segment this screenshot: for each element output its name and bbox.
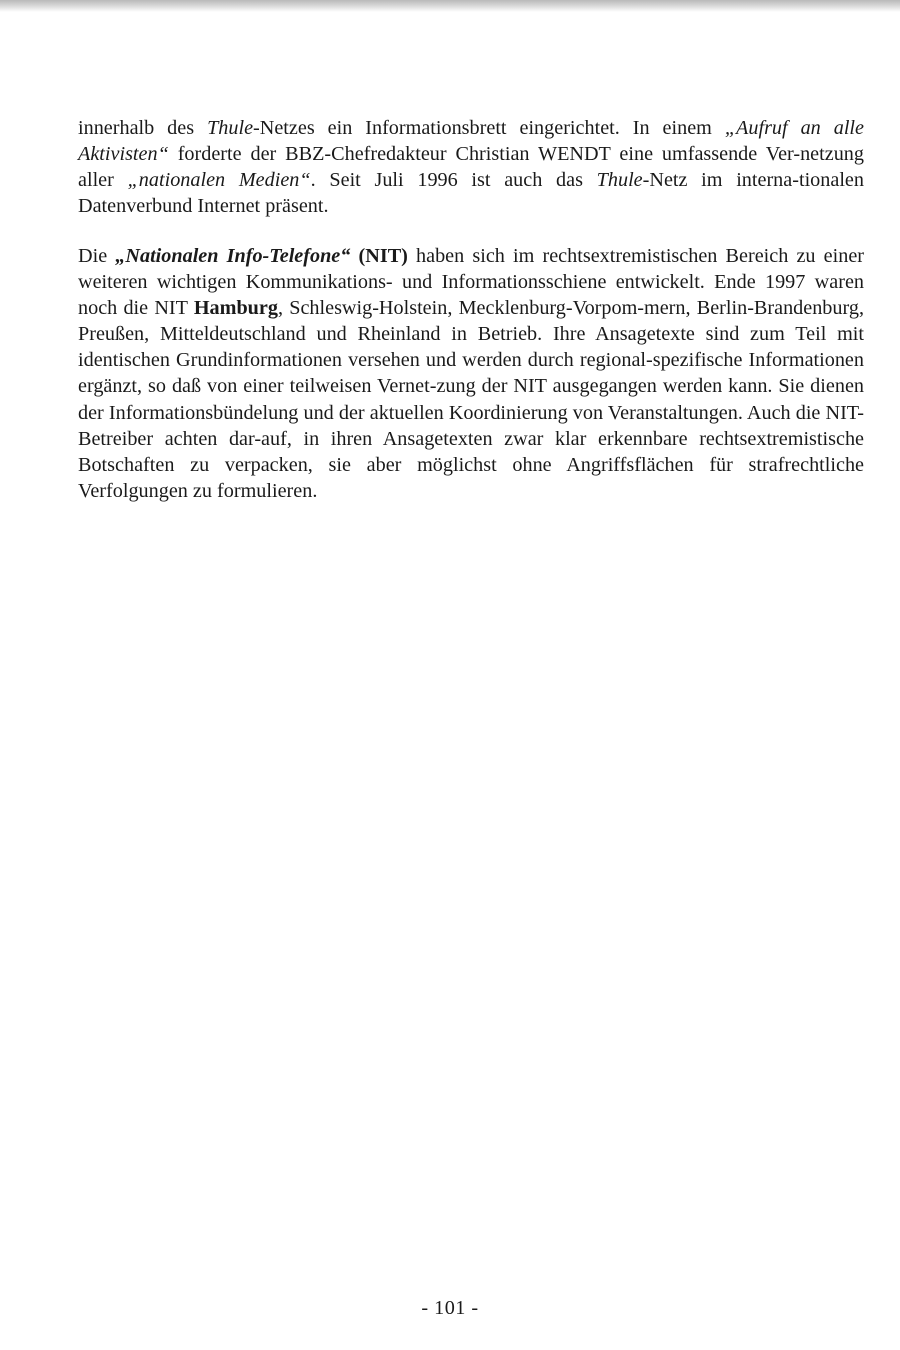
text-run: -Netzes ein Informationsbrett eingerichtet. In einem [253, 117, 725, 139]
emphasis-thule: Thule [596, 169, 643, 192]
emphasis-aufruf: „Aufruf an alle Aktivisten“ [78, 117, 864, 166]
text-run: forderte der BBZ-Chefredakteur Christian WENDT eine umfassende Ver-netzung aller [78, 143, 864, 192]
emphasis-nationalen-medien: „nationalen Medien“ [127, 169, 311, 192]
text-run: Die [78, 245, 116, 267]
emphasis-thule: Thule [207, 117, 254, 139]
text-run: -Netz im interna-tionalen Datenverbund Internet präsent. [78, 169, 864, 218]
emphasis-nationalen-info-telefone: „Nationalen Info-Telefone“ [115, 245, 351, 267]
text-run [350, 245, 358, 267]
emphasis-nit: (NIT) [358, 245, 408, 267]
text-run: haben sich im rechtsextremistischen Bereich zu einer weiteren wichtigen Kommunikations- und Informationsschiene entwickelt. Ende 1997 waren noch die NIT [78, 245, 865, 320]
text-run: , Schleswig-Holstein, Mecklenburg-Vorpom-mern, Berlin-Brandenburg, Preußen, Mitteldeutschland und Rheinland in Betrieb. Ihre Ansagetexte sind zum Teil mit identischen Grundinformationen versehen und werden durch regional-spezifische Informationen ergänzt, so daß von einer teilweisen Vernet-zung der NIT ausgegangen werden kann. Sie dienen der Informationsbündelung und der aktuellen Koordinierung von Veranstaltungen. Auch die NIT-Betreiber achten dar-auf, in ihren Ansagetexten zwar klar erkennbare rechtsextremistische Botschaften zu verpacken, sie aber möglichst ohne Angriffsflächen für strafrechtliche Verfolgungen zu formulieren. [78, 297, 864, 502]
paragraph-info-telefone [78, 243, 864, 504]
text-run: . Seit Juli 1996 ist auch das [310, 169, 597, 192]
scan-top-edge [0, 0, 900, 12]
page-number: - 101 - [421, 1297, 479, 1319]
paragraph-thule-netz [78, 115, 864, 219]
emphasis-hamburg: Hamburg [193, 297, 278, 320]
text-run: innerhalb des [78, 117, 208, 139]
